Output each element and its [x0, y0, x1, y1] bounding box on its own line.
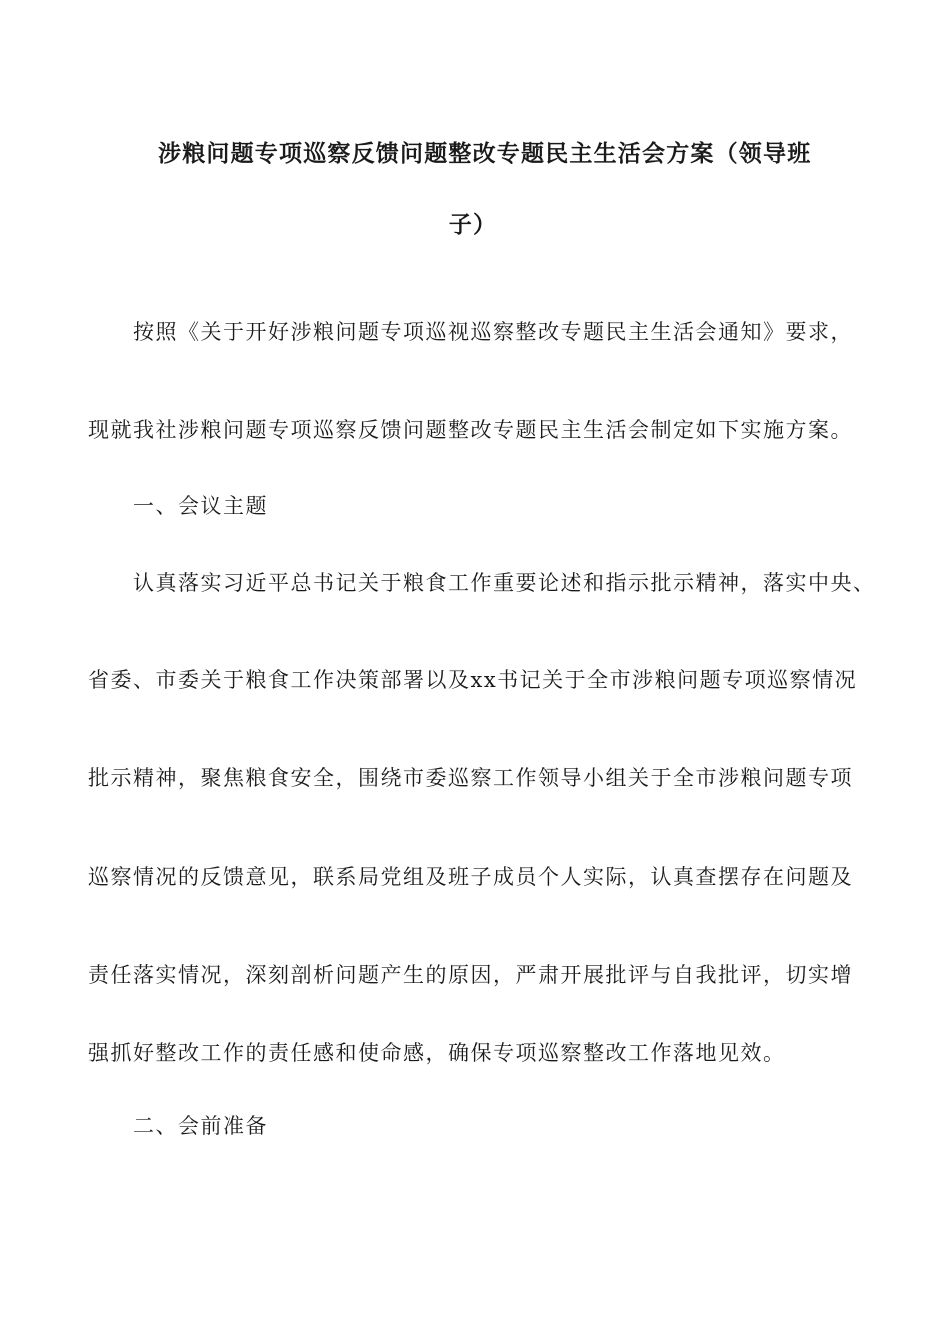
document-title-line-2 [0, 210, 950, 240]
section-1-paragraph-line-5: 责任落实情况，深刻剖析问题产生的原因，严肃开展批评与自我批评，切实增 [88, 963, 853, 987]
section-1-heading: 一、会议主题 [133, 494, 268, 518]
intro-paragraph-line-1: 按照《关于开好涉粮问题专项巡视巡察整改专题民主生活会通知》要求， [133, 320, 853, 344]
section-1-paragraph-line-2: 省委、市委关于粮食工作决策部署以及xx书记关于全市涉粮问题专项巡察情况 [88, 668, 858, 692]
document-title-line-1: 涉粮问题专项巡察反馈问题整改专题民主生活会方案（领导班 [158, 141, 812, 167]
document-title-line-2-text: 子） [448, 212, 498, 238]
section-1-paragraph-line-1: 认真落实习近平总书记关于粮食工作重要论述和指示批示精神，落实中央、 [133, 571, 876, 595]
section-2-heading: 二、会前准备 [133, 1114, 268, 1138]
section-1-paragraph-line-6: 强抓好整改工作的责任感和使命感，确保专项巡察整改工作落地见效。 [88, 1041, 786, 1065]
section-1-paragraph-line-4: 巡察情况的反馈意见，联系局党组及班子成员个人实际，认真查摆存在问题及 [88, 865, 853, 889]
section-1-paragraph-line-3: 批示精神，聚焦粮食安全，围绕市委巡察工作领导小组关于全市涉粮问题专项 [88, 766, 853, 790]
intro-paragraph-line-2: 现就我社涉粮问题专项巡察反馈问题整改专题民主生活会制定如下实施方案。 [88, 418, 853, 442]
